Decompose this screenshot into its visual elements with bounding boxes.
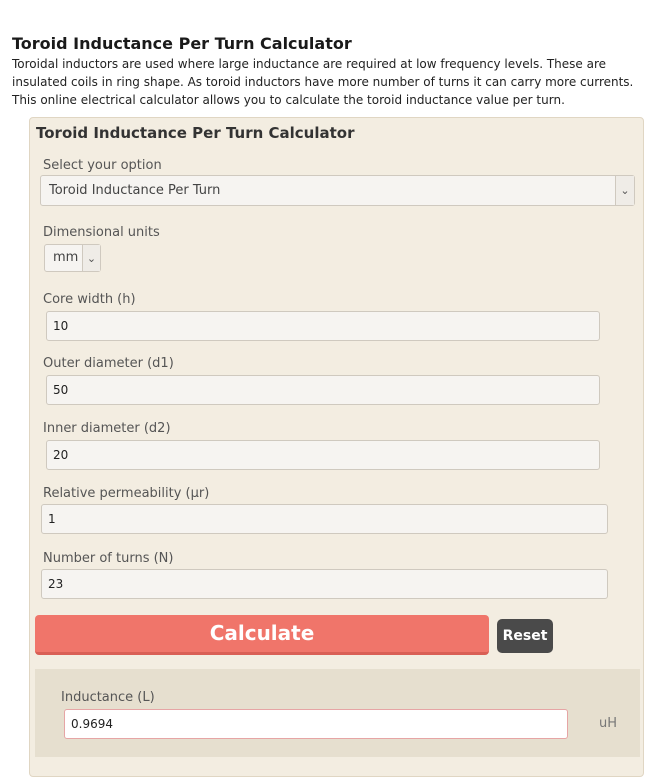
permeability-input[interactable]: 1	[41, 504, 608, 534]
reset-button[interactable]: Reset	[497, 619, 553, 653]
outer-diameter-input[interactable]: 50	[46, 375, 600, 405]
units-select-value: mm	[53, 250, 79, 265]
outer-diameter-label: Outer diameter (d1)	[43, 356, 174, 371]
core-width-input[interactable]: 10	[46, 311, 600, 341]
turns-label: Number of turns (N)	[43, 551, 174, 566]
permeability-label: Relative permeability (µr)	[43, 486, 210, 501]
option-select-value: Toroid Inductance Per Turn	[49, 183, 221, 198]
chevron-down-icon: ⌄	[82, 245, 100, 271]
core-width-label: Core width (h)	[43, 292, 136, 307]
turns-input[interactable]: 23	[41, 569, 608, 599]
chevron-down-icon: ⌄	[615, 176, 634, 205]
option-label: Select your option	[43, 158, 162, 173]
result-output[interactable]: 0.9694	[64, 709, 568, 739]
option-select[interactable]	[40, 175, 635, 206]
result-label: Inductance (L)	[61, 690, 155, 705]
page-title: Toroid Inductance Per Turn Calculator	[12, 34, 352, 53]
result-unit: uH	[599, 716, 618, 731]
calculator-title: Toroid Inductance Per Turn Calculator	[36, 124, 355, 142]
page-description: Toroidal inductors are used where large inductance are required at low frequency levels. These are insulated coils in ring shape. As toroid inductors have more number of turns it can carry more currents. This online electrical calculator allows you to calculate the toroid inductance value per turn.	[12, 57, 634, 107]
inner-diameter-label: Inner diameter (d2)	[43, 421, 171, 436]
inner-diameter-input[interactable]: 20	[46, 440, 600, 470]
calculate-button[interactable]: Calculate	[35, 615, 489, 655]
units-select[interactable]	[44, 244, 101, 272]
units-label: Dimensional units	[43, 225, 160, 240]
